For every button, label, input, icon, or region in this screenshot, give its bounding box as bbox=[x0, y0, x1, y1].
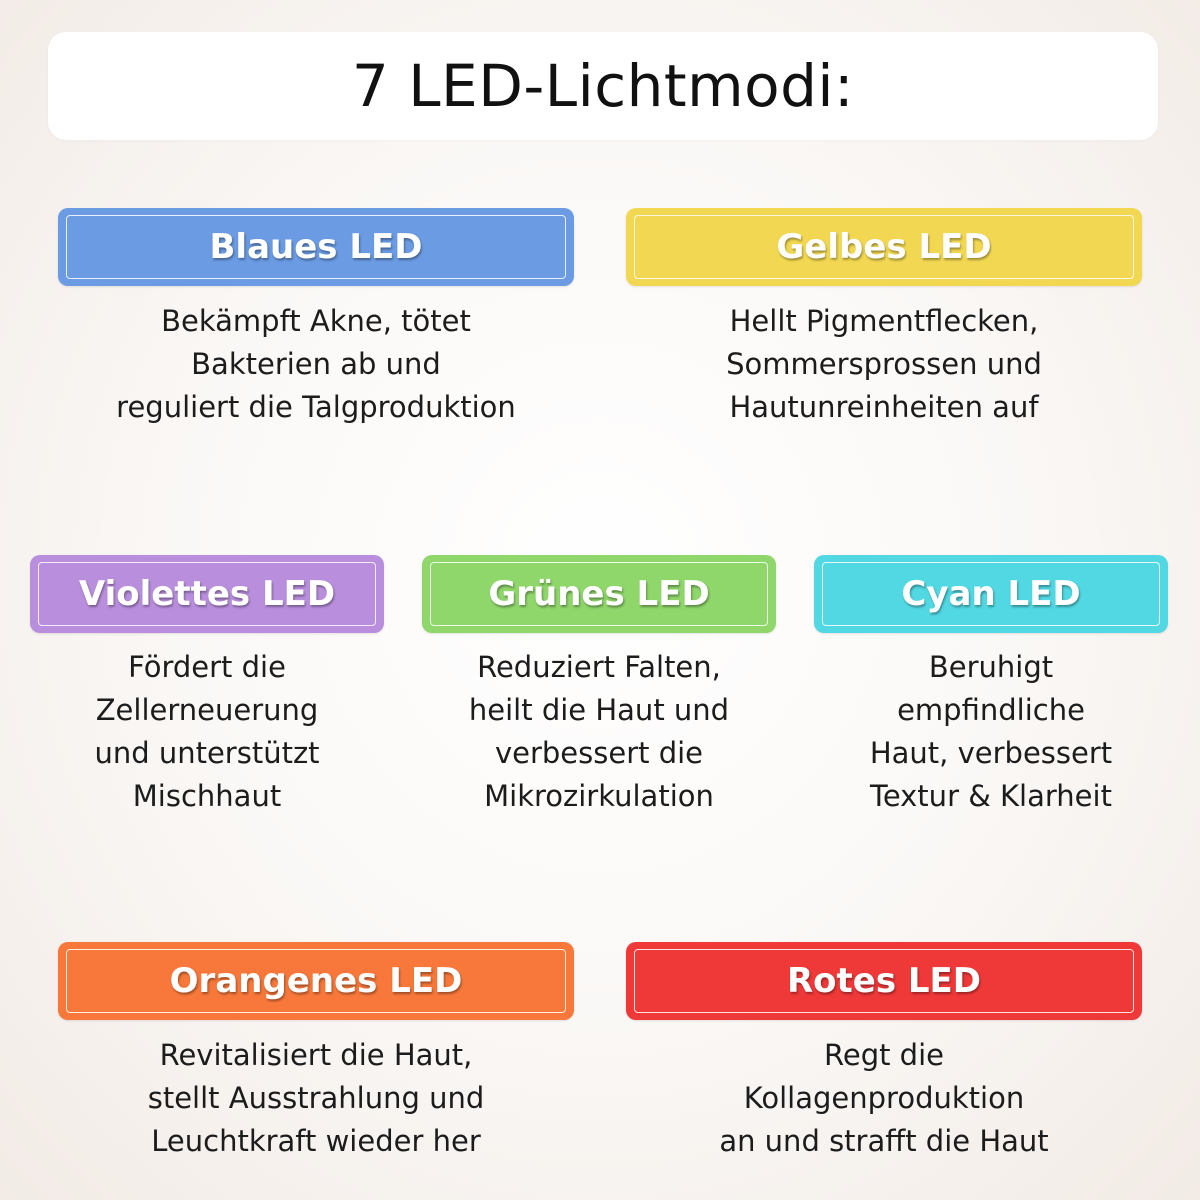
mode-badge-red bbox=[626, 942, 1142, 1020]
mode-description-violet bbox=[30, 646, 384, 818]
description-line: an und strafft die Haut bbox=[719, 1124, 1049, 1158]
mode-label: Cyan LED bbox=[901, 574, 1081, 614]
description-line: Revitalisiert die Haut, bbox=[159, 1038, 473, 1072]
description-line: Bekämpft Akne, tötet bbox=[161, 304, 471, 338]
mode-badge-frame bbox=[634, 949, 1134, 1013]
description-line: Mikrozirkulation bbox=[484, 779, 714, 813]
description-line: stellt Ausstrahlung und bbox=[147, 1081, 485, 1115]
mode-description-cyan bbox=[814, 646, 1168, 818]
mode-description-orange bbox=[58, 1034, 574, 1163]
description-line: Reduziert Falten, bbox=[477, 650, 721, 684]
description-line: Beruhigt bbox=[928, 650, 1054, 684]
description-line: heilt die Haut und bbox=[468, 693, 730, 727]
mode-badge-frame bbox=[822, 562, 1160, 626]
description-line: reguliert die Talgproduktion bbox=[116, 390, 516, 424]
description-line: Hellt Pigmentflecken, bbox=[729, 304, 1039, 338]
mode-label: Rotes LED bbox=[786, 961, 982, 1001]
mode-label: Grünes LED bbox=[488, 574, 710, 614]
mode-description-red bbox=[626, 1034, 1142, 1163]
mode-badge-yellow bbox=[626, 208, 1142, 286]
mode-badge-frame bbox=[38, 562, 376, 626]
mode-badge-green bbox=[422, 555, 776, 633]
mode-badge-frame bbox=[430, 562, 768, 626]
description-line: Textur & Klarheit bbox=[870, 779, 1112, 813]
mode-badge-cyan bbox=[814, 555, 1168, 633]
description-line: Leuchtkraft wieder her bbox=[151, 1124, 481, 1158]
description-line: Zellerneuerung bbox=[95, 693, 319, 727]
description-line: Hautunreinheiten auf bbox=[729, 390, 1039, 424]
mode-badge-violet bbox=[30, 555, 384, 633]
title-box bbox=[48, 32, 1158, 140]
mode-badge-frame bbox=[634, 215, 1134, 279]
mode-description-blue bbox=[58, 300, 574, 429]
description-line: Fördert die bbox=[128, 650, 286, 684]
description-line: Regt die bbox=[824, 1038, 944, 1072]
description-line: Haut, verbessert bbox=[869, 736, 1113, 770]
mode-badge-blue bbox=[58, 208, 574, 286]
mode-badge-frame bbox=[66, 949, 566, 1013]
mode-label: Blaues LED bbox=[209, 227, 423, 267]
mode-badge-orange bbox=[58, 942, 574, 1020]
mode-label: Violettes LED bbox=[78, 574, 336, 614]
description-line: Kollagenproduktion bbox=[743, 1081, 1025, 1115]
mode-badge-frame bbox=[66, 215, 566, 279]
mode-description-green bbox=[422, 646, 776, 818]
description-line: verbessert die bbox=[494, 736, 704, 770]
mode-label: Orangenes LED bbox=[169, 961, 463, 1001]
description-line: Bakterien ab und bbox=[191, 347, 441, 381]
mode-label: Gelbes LED bbox=[776, 227, 992, 267]
page-title: 7 LED-Lichtmodi: bbox=[351, 52, 855, 120]
description-line: empfindliche bbox=[897, 693, 1085, 727]
mode-description-yellow bbox=[626, 300, 1142, 429]
description-line: Mischhaut bbox=[132, 779, 282, 813]
description-line: und unterstützt bbox=[94, 736, 320, 770]
description-line: Sommersprossen und bbox=[726, 347, 1042, 381]
